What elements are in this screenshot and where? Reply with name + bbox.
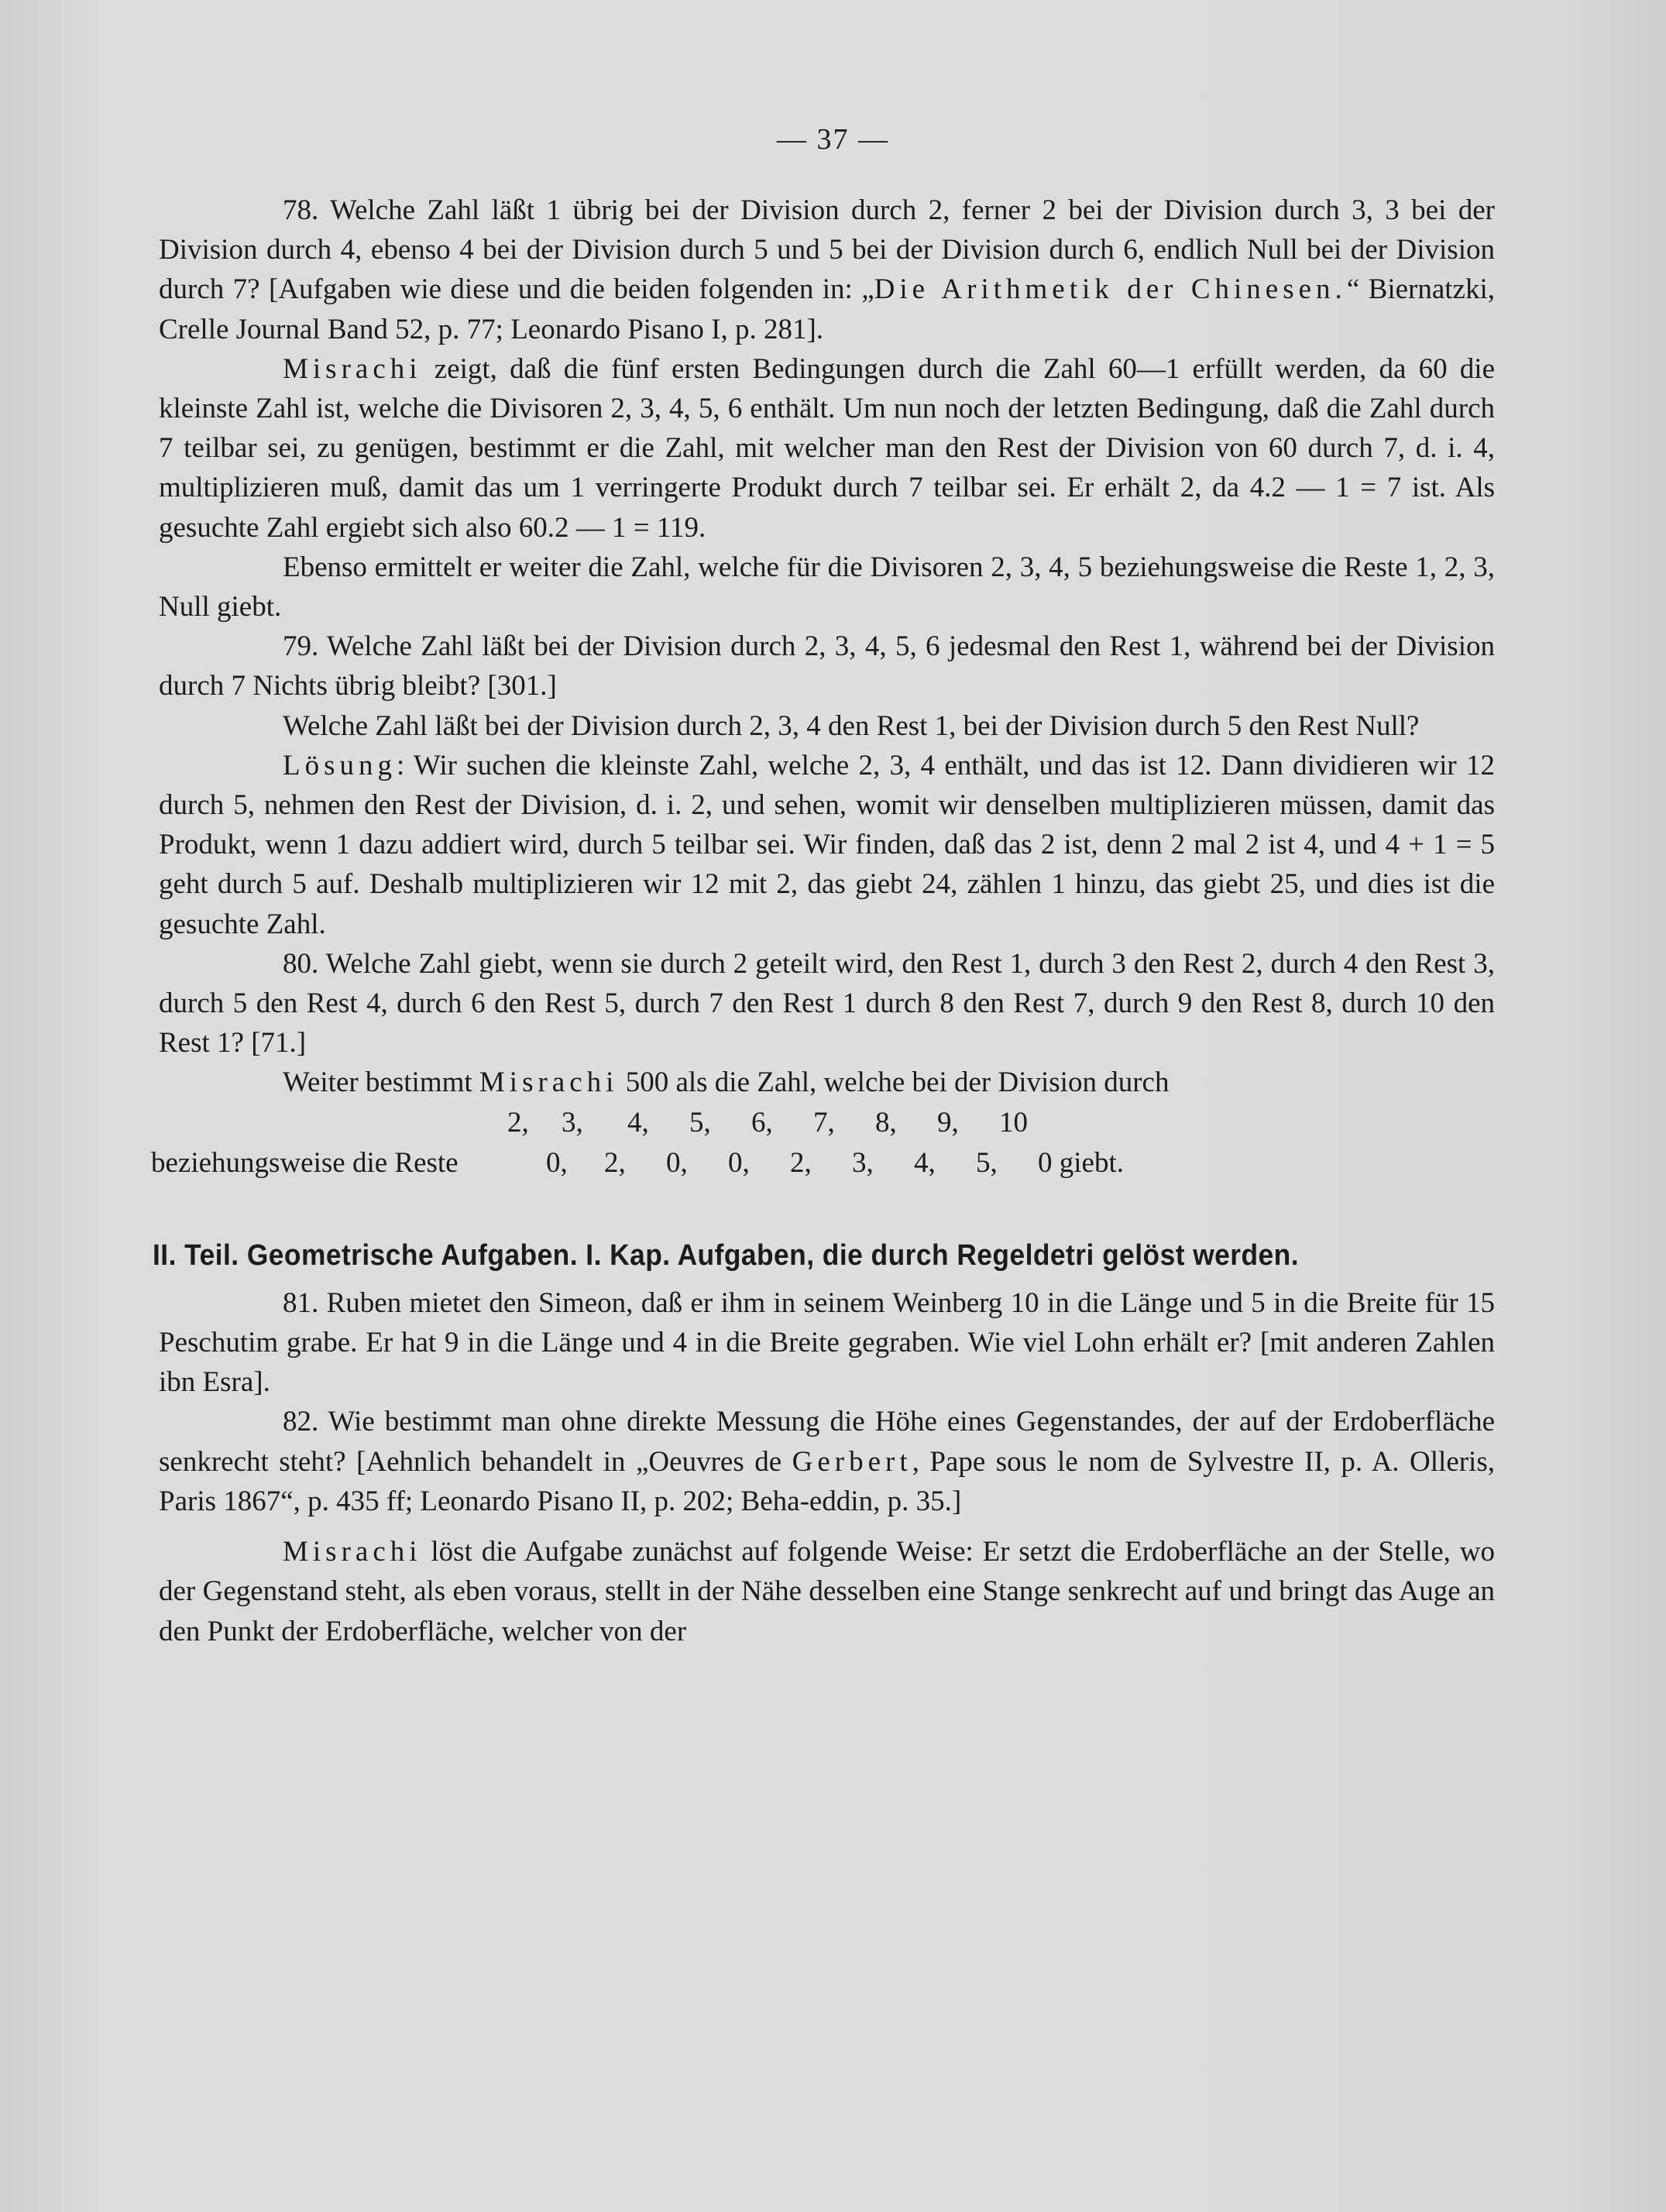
- solution-78-cont: Ebenso ermittelt er weiter die Zahl, welche für die Divisoren 2, 3, 4, 5 beziehungsweise die Reste 1, 2, 3, Null giebt.: [159, 551, 1495, 623]
- remainder: 0,: [728, 1146, 750, 1179]
- divisor: 8,: [875, 1106, 897, 1139]
- remainder: 3,: [852, 1146, 874, 1179]
- divisors-row: [159, 1103, 1495, 1143]
- remainder: 5,: [976, 1146, 998, 1179]
- remainder: 0,: [666, 1146, 688, 1179]
- author-name: Misrachi: [283, 352, 422, 385]
- solution-80: Weiter bestimmt Misrachi 500 als die Zahl, welche bei der Division durch: [283, 1066, 1170, 1099]
- remainder: 0 giebt.: [1038, 1146, 1124, 1179]
- divisor: 9,: [937, 1106, 959, 1139]
- solution-78: Misrachi zeigt, daß die fünf ersten Bedingungen durch die Zahl 60—1 erfüllt werden, da 60 die kleinste Zahl ist, welche die Divisoren 2, 3, 4, 5, 6 enthält. Um nun noch der letzten Bedingung, daß die Zahl durch 7 teilbar sei, zu genügen, bestimmt er die Zahl, mit welcher man den Rest der Division von 60 durch 7, d. i. 4, multiplizieren muß, damit das um 1 verringerte Produkt durch 7 teilbar sei. Er erhält 2, da 4.2 — 1 = 7 ist. Als gesuchte Zahl ergiebt sich also 60.2 — 1 = 119.: [159, 352, 1495, 544]
- problem-82: 82. Wie bestimmt man ohne direkte Messung die Höhe eines Gegenstandes, der auf der Erdoberfläche senkrecht steht? [Aehnlich behandelt in „Oeuvres de Gerbert, Pape sous le nom de Sylvestre II, p. A. Olleris, Paris 1867“, p. 435 ff; Leonardo Pisano II, p. 202; Beha-eddin, p. 35.]: [159, 1406, 1495, 1517]
- author-name: Gerbert: [792, 1445, 912, 1478]
- remainder: 0,: [546, 1146, 568, 1179]
- divisor: 6,: [751, 1106, 773, 1139]
- divisor: 3,: [562, 1106, 583, 1139]
- page-body: [151, 191, 1495, 1651]
- book-title: Die Arithmetik der Chinesen.: [874, 273, 1347, 306]
- divisor-remainder-table: [151, 1103, 1495, 1188]
- divisor: 4,: [627, 1106, 649, 1139]
- solution-label: Lösung: [283, 749, 397, 781]
- section-heading: II. Teil. Geometrische Aufgaben. I. Kap. Aufgaben, die durch Regeldetri gelöst werden.: [153, 1238, 1300, 1272]
- problem-80: 80. Welche Zahl giebt, wenn sie durch 2 geteilt wird, den Rest 1, durch 3 den Rest 2, durch 4 den Rest 3, durch 5 den Rest 4, durch 6 den Rest 5, durch 7 den Rest 1 durch 8 den Rest 7, durch 9 den Rest 8, durch 10 den Rest 1? [71.]: [159, 947, 1495, 1060]
- author-name: Misrachi: [479, 1066, 619, 1099]
- problem-81: 81. Ruben mietet den Simeon, daß er ihm in seinem Weinberg 10 in die Länge und 5 in die Breite für 15 Peschutim grabe. Er hat 9 in die Länge und 4 in die Breite gegraben. Wie viel Lohn erhält er? [mit anderen Zahlen ibn Esra].: [159, 1286, 1495, 1399]
- remainder: 2,: [790, 1146, 812, 1179]
- remainders-row: [151, 1143, 1495, 1183]
- divisor: 7,: [813, 1106, 835, 1139]
- page-number: — 37 —: [777, 123, 889, 156]
- divisor: 5,: [689, 1106, 711, 1139]
- problem-79-variant: Welche Zahl läßt bei der Division durch 2, 3, 4 den Rest 1, bei der Division durch 5 den Rest Null?: [283, 709, 1420, 742]
- problem-78: 78. Welche Zahl läßt 1 übrig bei der Division durch 2, ferner 2 bei der Division durch 3, 3 bei der Division durch 4, ebenso 4 bei der Division durch 5 und 5 bei der Division durch 6, endlich Null bei der Division durch 7? [Aufgaben wie diese und die beiden folgenden in: „Die Arithmetik der Chinesen.“ Biernatzki, Crelle Journal Band 52, p. 77; Leonardo Pisano I, p. 281].: [159, 194, 1495, 345]
- problem-79: 79. Welche Zahl läßt bei der Division durch 2, 3, 4, 5, 6 jedesmal den Rest 1, während bei der Division durch 7 Nichts übrig bleibt? [301.]: [159, 630, 1495, 702]
- solution-79: Lösung: Wir suchen die kleinste Zahl, welche 2, 3, 4 enthält, und das ist 12. Dann dividieren wir 12 durch 5, nehmen den Rest der Division, d. i. 2, und sehen, womit wir denselben multiplizieren müssen, damit das Produkt, wenn 1 dazu addiert wird, durch 5 teilbar sei. Wir finden, daß das 2 ist, denn 2 mal 2 ist 4, und 4 + 1 = 5 geht durch 5 auf. Deshalb multiplizieren wir 12 mit 2, das giebt 24, zählen 1 hinzu, das giebt 25, und dies ist die gesuchte Zahl.: [159, 749, 1495, 940]
- remainder: 4,: [914, 1146, 936, 1179]
- divisor: 10: [999, 1106, 1028, 1139]
- author-name: Misrachi: [283, 1536, 422, 1568]
- remainders-label: beziehungsweise die Reste: [151, 1146, 459, 1179]
- solution-82: Misrachi löst die Aufgabe zunächst auf folgende Weise: Er setzt die Erdoberfläche an der Stelle, wo der Gegenstand steht, als eben voraus, stellt in der Nähe desselben eine Stange senkrecht auf und bringt das Auge an den Punkt der Erdoberfläche, welcher von der: [159, 1536, 1495, 1647]
- remainder: 2,: [604, 1146, 626, 1179]
- divisor: 2,: [507, 1106, 529, 1139]
